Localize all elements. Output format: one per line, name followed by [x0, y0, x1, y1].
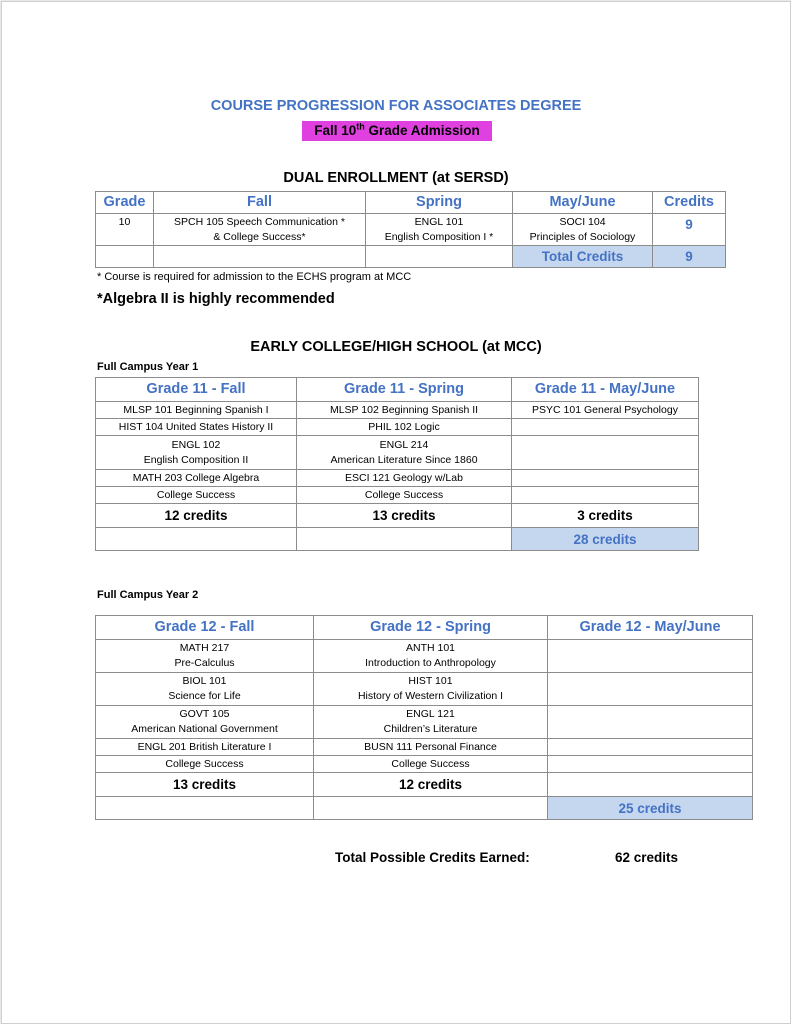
course-line: English Composition II [143, 453, 249, 466]
course-cell: HIST 104 United States History II [96, 419, 297, 436]
credits-fall: 12 credits [96, 504, 297, 528]
course-line: HIST 101 [408, 675, 453, 687]
credits-mayjune [548, 773, 753, 797]
empty-cell [366, 246, 513, 268]
dual-enrollment-heading: DUAL ENROLLMENT (at SERSD) [283, 170, 509, 186]
course-line: Pre-Calculus [174, 657, 235, 669]
credits-spring: 12 credits [314, 773, 548, 797]
course-line: ANTH 101 [405, 642, 456, 654]
course-line: Principles of Sociology [529, 230, 636, 243]
course-cell [314, 706, 548, 739]
course-line: BIOL 101 [182, 675, 227, 687]
empty-cell [154, 246, 366, 268]
course-cell [96, 436, 297, 470]
year2-label: Full Campus Year 2 [97, 589, 199, 601]
course-line: ENGL 102 [171, 438, 221, 451]
mayjune-cell [513, 214, 653, 246]
course-cell [314, 640, 548, 673]
course-line: MATH 217 [179, 642, 230, 654]
course-line: Introduction to Anthropology [365, 657, 496, 669]
course-cell: ESCI 121 Geology w/Lab [297, 470, 512, 487]
course-cell [314, 673, 548, 706]
course-cell: PSYC 101 General Psychology [512, 402, 699, 419]
credits-cell: 9 [653, 214, 726, 246]
course-cell: BUSN 111 Personal Finance [314, 739, 548, 756]
spring-cell [366, 214, 513, 246]
course-line: & College Success* [213, 230, 306, 243]
header-grade12-mayjune: Grade 12 - May/June [548, 616, 753, 640]
course-cell [297, 436, 512, 470]
course-cell: College Success [96, 756, 314, 773]
course-cell [548, 739, 753, 756]
empty-cell [96, 797, 314, 820]
credits-spring: 13 credits [297, 504, 512, 528]
course-line: ENGL 214 [379, 438, 429, 451]
credits-mayjune: 3 credits [512, 504, 699, 528]
grade-cell: 10 [96, 214, 154, 246]
year1-table [95, 377, 699, 551]
document-title: COURSE PROGRESSION FOR ASSOCIATES DEGREE [210, 98, 582, 114]
course-line: GOVT 105 [179, 708, 230, 720]
header-grade11-mayjune: Grade 11 - May/June [512, 378, 699, 402]
year1-label: Full Campus Year 1 [97, 361, 199, 373]
course-line: English Composition I * [384, 230, 494, 243]
empty-cell [96, 528, 297, 551]
course-cell: PHIL 102 Logic [297, 419, 512, 436]
header-grade11-fall: Grade 11 - Fall [96, 378, 297, 402]
subtitle-text-rest: Grade Admission [364, 123, 480, 138]
total-credits-value: 9 [653, 246, 726, 268]
course-line: ENGL 121 [406, 708, 455, 720]
header-credits: Credits [653, 192, 726, 214]
course-cell: MLSP 102 Beginning Spanish II [297, 402, 512, 419]
course-cell [96, 640, 314, 673]
fall-cell [154, 214, 366, 246]
algebra-note: *Algebra II is highly recommended [97, 291, 335, 307]
course-line: American Literature Since 1860 [330, 453, 478, 466]
credits-fall: 13 credits [96, 773, 314, 797]
header-grade12-spring: Grade 12 - Spring [314, 616, 548, 640]
course-line: American National Government [131, 723, 278, 735]
document-page [1, 1, 791, 1024]
course-cell [512, 419, 699, 436]
echs-heading: EARLY COLLEGE/HIGH SCHOOL (at MCC) [250, 339, 542, 355]
header-grade11-spring: Grade 11 - Spring [297, 378, 512, 402]
year1-total: 28 credits [512, 528, 699, 551]
total-credits-label: Total Credits [513, 246, 653, 268]
course-cell: College Success [314, 756, 548, 773]
course-cell [96, 706, 314, 739]
total-possible-value: 62 credits [615, 850, 679, 865]
course-line: ENGL 101 [414, 215, 464, 228]
course-cell [548, 640, 753, 673]
header-grade: Grade [96, 192, 154, 214]
empty-cell [96, 246, 154, 268]
total-possible-label: Total Possible Credits Earned: [335, 850, 530, 865]
course-cell [512, 470, 699, 487]
course-line: SOCI 104 [559, 215, 606, 228]
dual-enrollment-table [95, 191, 726, 268]
empty-cell [297, 528, 512, 551]
course-cell [548, 756, 753, 773]
course-cell: MLSP 101 Beginning Spanish I [96, 402, 297, 419]
subtitle-text: Fall 10 [314, 123, 357, 138]
header-grade12-fall: Grade 12 - Fall [96, 616, 314, 640]
subtitle-superscript: th [356, 121, 365, 132]
course-cell: MATH 203 College Algebra [96, 470, 297, 487]
course-line: SPCH 105 Speech Communication * [173, 215, 345, 228]
admission-subtitle [302, 121, 492, 141]
course-cell [96, 673, 314, 706]
course-line: Children’s Literature [383, 723, 478, 735]
admission-note: * Course is required for admission to the ECHS program at MCC [97, 271, 412, 283]
course-cell [512, 487, 699, 504]
course-line: Science for Life [168, 690, 241, 702]
empty-cell [314, 797, 548, 820]
header-fall: Fall [154, 192, 366, 214]
header-mayjune: May/June [513, 192, 653, 214]
course-cell [512, 436, 699, 470]
course-cell: ENGL 201 British Literature I [96, 739, 314, 756]
year2-table [95, 615, 753, 820]
course-cell [548, 706, 753, 739]
course-cell [548, 673, 753, 706]
header-spring: Spring [366, 192, 513, 214]
course-cell: College Success [96, 487, 297, 504]
course-line: History of Western Civilization I [357, 690, 504, 702]
year2-total: 25 credits [548, 797, 753, 820]
course-cell: College Success [297, 487, 512, 504]
